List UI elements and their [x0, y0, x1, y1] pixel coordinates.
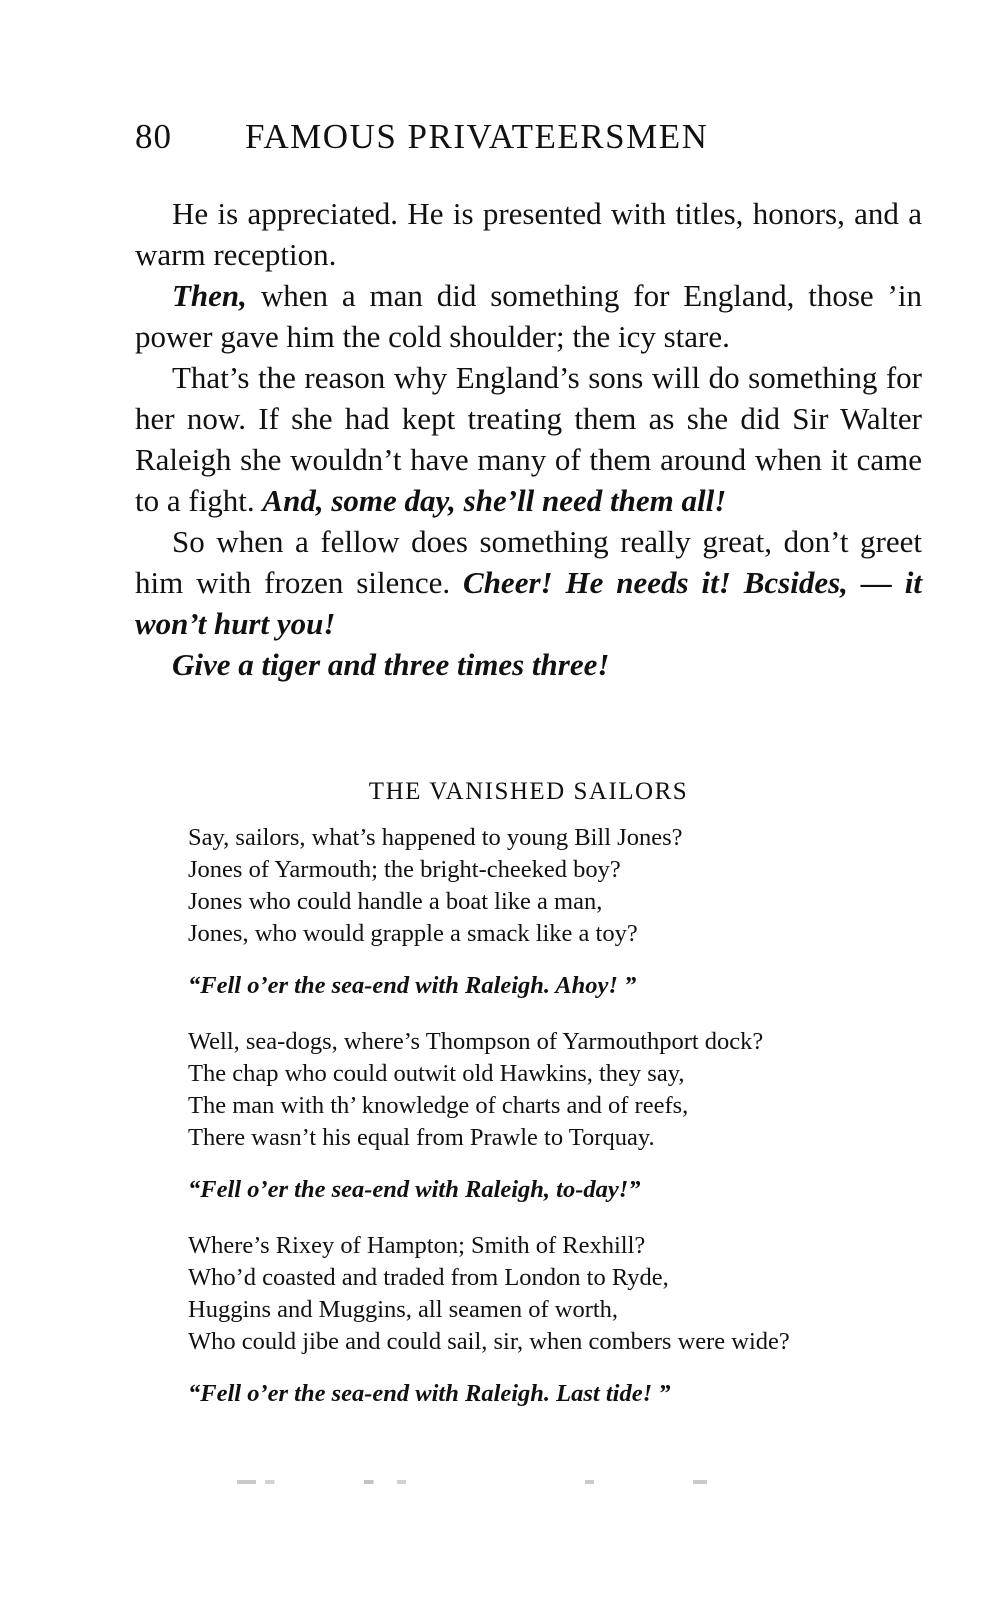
paragraph-5: [135, 644, 922, 685]
paragraph-3: That’s the reason why England’s sons will do something for her now. If she had kept treating them as she did Sir Walter Raleigh she wouldn’t have many of them around when it came to a fight. And, some day, she’ll need them all!: [135, 360, 922, 518]
poem-line: Say, sailors, what’s happened to young Bill Jones?: [188, 824, 683, 851]
poem-line: Jones of Yarmouth; the bright-cheeked boy?: [188, 856, 621, 883]
emphasis-tiger: Give a tiger and three times three!: [172, 647, 610, 682]
stanza-3: [188, 1230, 928, 1358]
stanza-2: [188, 1026, 928, 1154]
poem-title: THE VANISHED SAILORS: [368, 778, 689, 805]
page-number: 80: [135, 117, 172, 156]
poem-line: Who’d coasted and traded from London to Ryde,: [188, 1264, 669, 1291]
refrain-2: “Fell o’er the sea-end with Raleigh, to-day!”: [188, 1176, 641, 1203]
poem-line: Huggins and Muggins, all seamen of worth,: [188, 1296, 619, 1323]
prose-body: [135, 193, 922, 685]
poem-line: Jones who could handle a boat like a man,: [188, 888, 603, 915]
poem-line: Well, sea-dogs, where’s Thompson of Yarmouthport dock?: [188, 1028, 764, 1055]
scan-smudge: [237, 1480, 707, 1484]
paragraph-4: So when a fellow does something really great, don’t greet him with frozen silence. Cheer! He needs it! Bcsides, — it won’t hurt you!: [135, 524, 922, 641]
emphasis-then: Then,: [172, 278, 247, 313]
emphasis-need-them: And, some day, she’ll need them all!: [262, 483, 727, 518]
refrain-1: “Fell o’er the sea-end with Raleigh. Ahoy! ”: [188, 972, 637, 999]
poem-line: Jones, who would grapple a smack like a toy?: [188, 920, 638, 947]
poem-line: The chap who could outwit old Hawkins, they say,: [188, 1060, 685, 1087]
poem-line: There wasn’t his equal from Prawle to Torquay.: [188, 1124, 655, 1151]
poem-line: Who could jibe and could sail, sir, when combers were wide?: [188, 1328, 790, 1355]
paragraph-1: He is appreciated. He is presented with titles, honors, and a warm reception.: [135, 196, 922, 272]
poem: [188, 822, 928, 1434]
page-header: [135, 112, 935, 162]
paragraph-2: Then, when a man did something for England, those ’in power gave him the cold shoulder; the icy stare.: [135, 278, 922, 354]
emphasis-cheer: Cheer! He needs it! Bcsides, — it won’t hurt you!: [135, 565, 922, 641]
refrain-3: “Fell o’er the sea-end with Raleigh. Last tide! ”: [188, 1380, 671, 1407]
stanza-1: [188, 822, 928, 950]
poem-line: The man with th’ knowledge of charts and of reefs,: [188, 1092, 689, 1119]
running-title: FAMOUS PRIVATEERSMEN: [245, 117, 709, 156]
poem-line: Where’s Rixey of Hampton; Smith of Rexhill?: [188, 1232, 646, 1259]
